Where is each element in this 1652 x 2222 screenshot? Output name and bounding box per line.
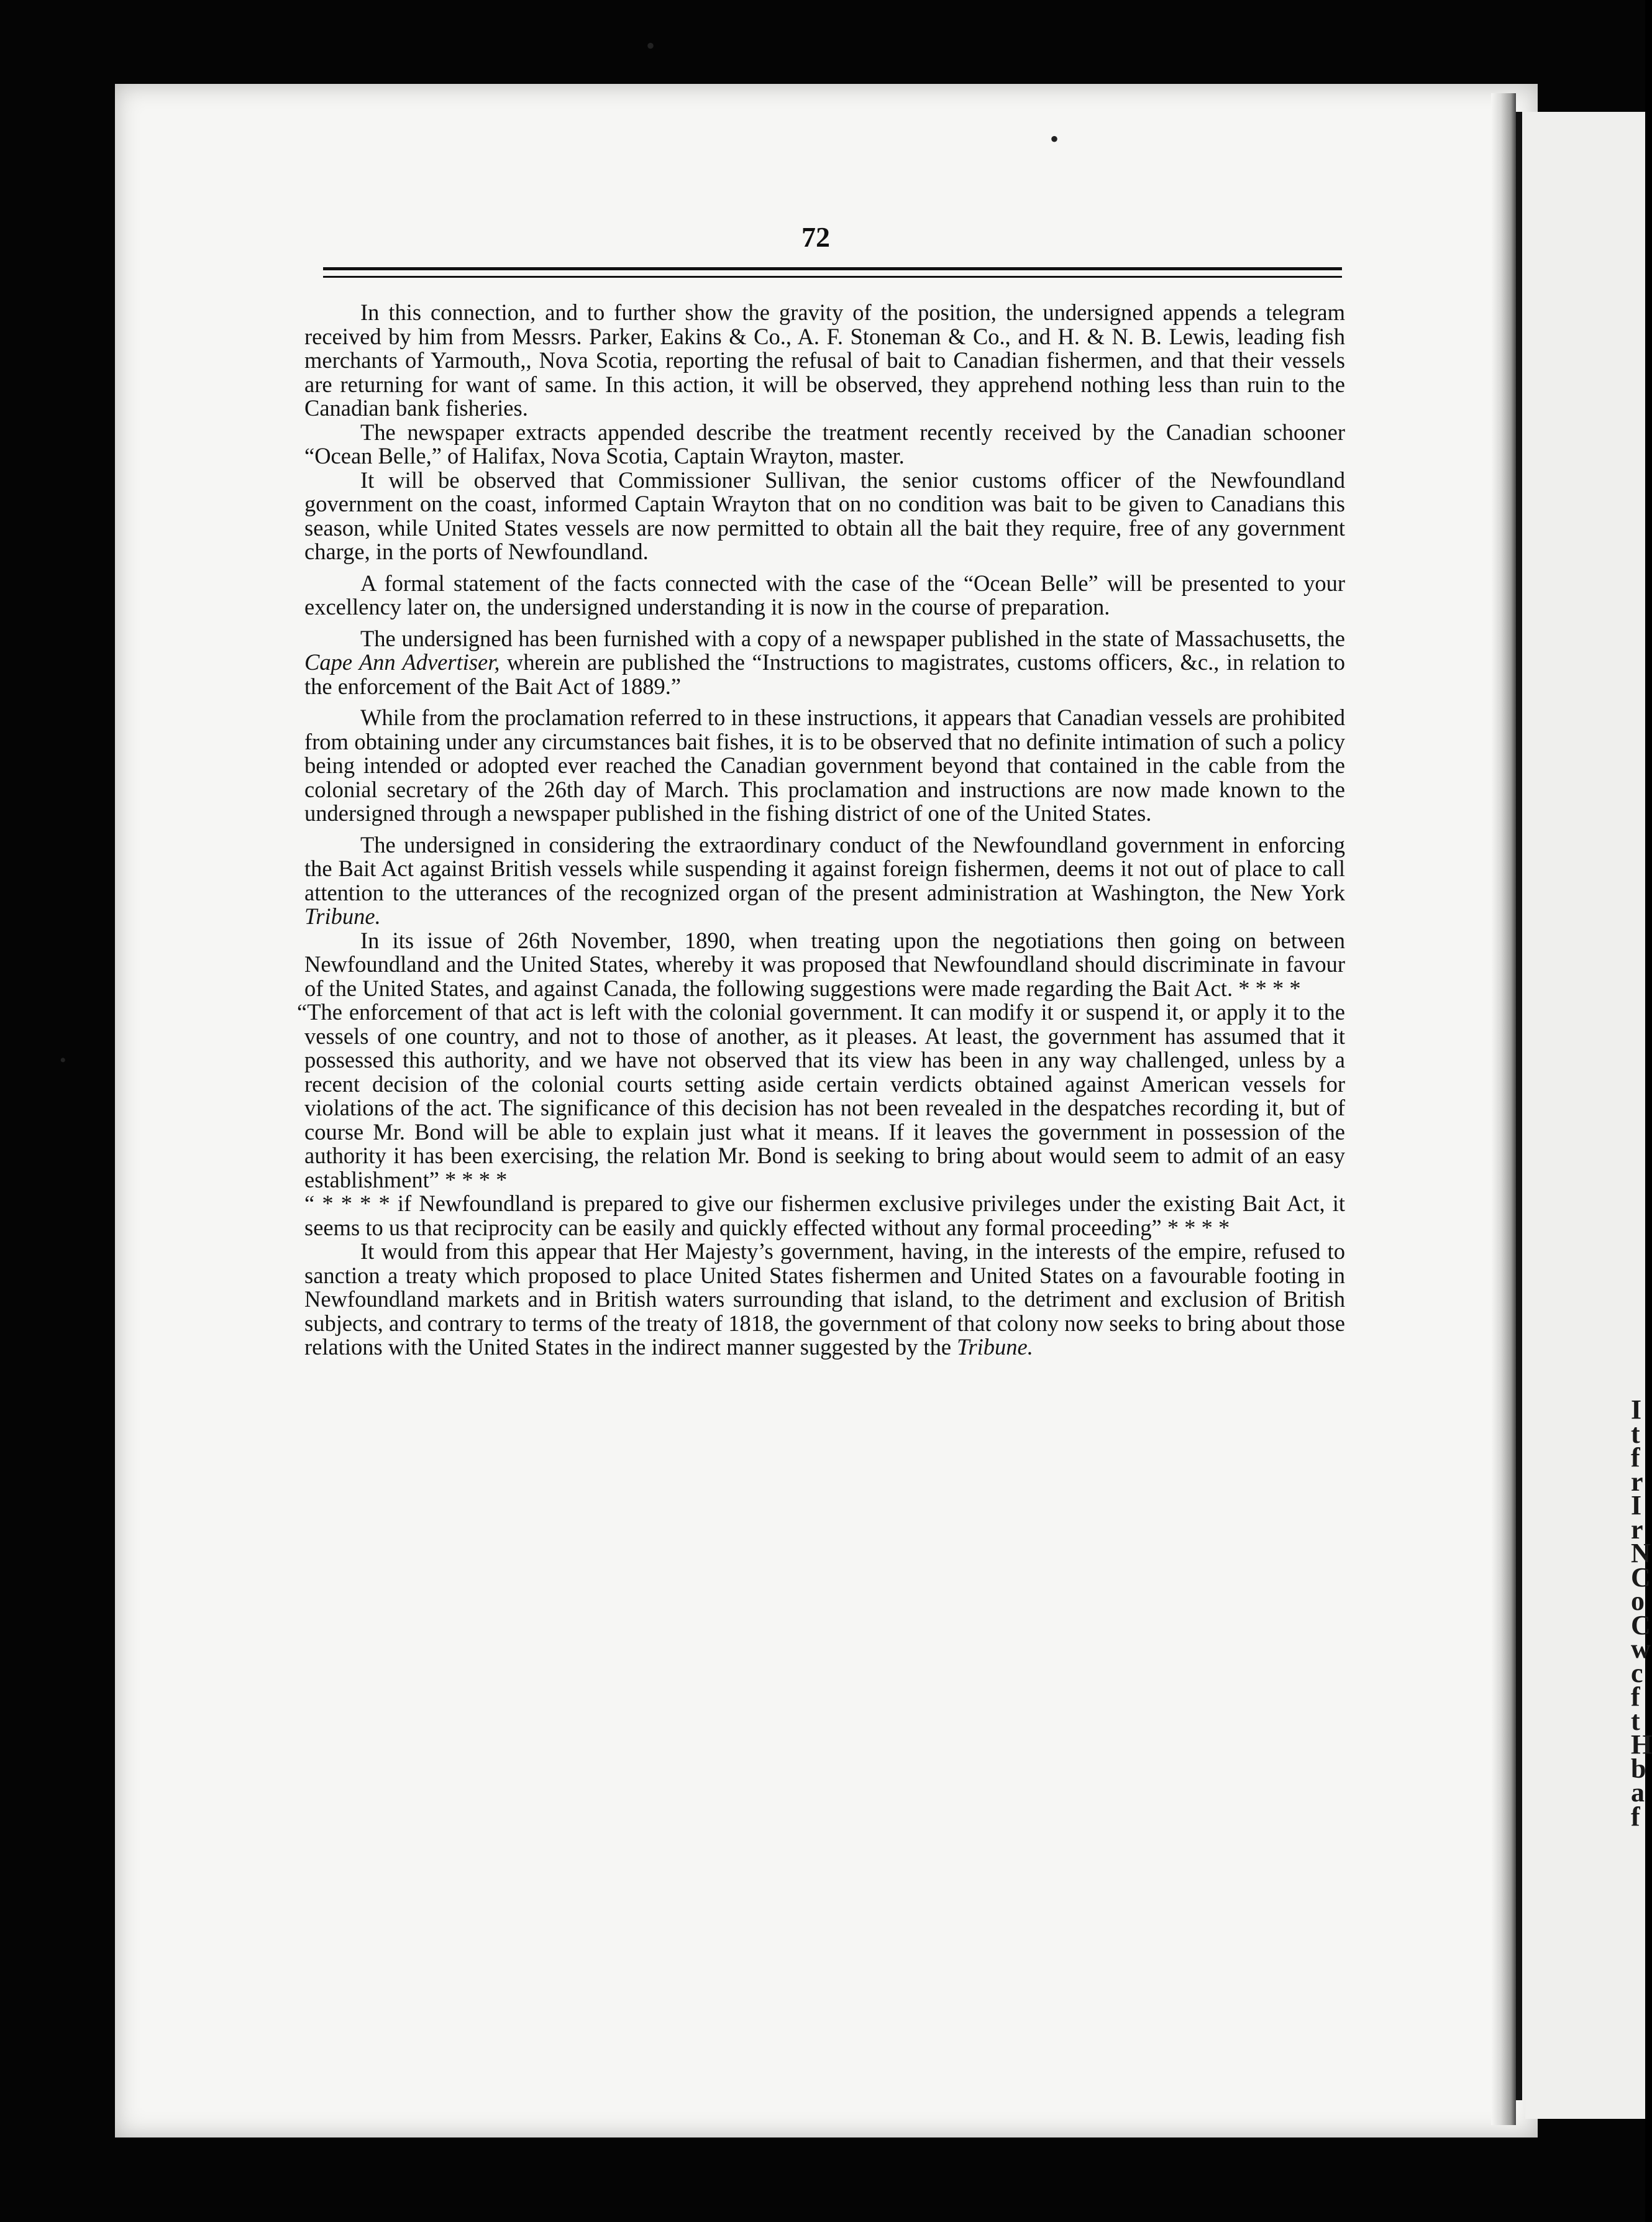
paragraph (304, 627, 1345, 699)
newspaper-title: Tribune. (304, 903, 381, 929)
page-number: 72 (801, 221, 830, 253)
paragraph-text: The undersigned in considering the extraordinary conduct of the Newfoundland government in enforcing the Bait Act against British vessels while suspending it against foreign fishermen, deems it not out of place to call attention to the utterances of the recognized organ of the present administration at Washington, the New York (304, 831, 1345, 905)
paragraph-text: In its issue of 26th November, 1890, when treating upon the negotiations then going on between Newfoundland and the United States, whereby it was proposed that Newfoundland should discriminate in favour of the United States, and against Canada, the following suggestions were made regarding the Bait Act. (304, 927, 1345, 1001)
newspaper-title: Cape Ann Advertiser, (304, 649, 500, 675)
header-rule-thin (323, 276, 1342, 278)
paragraph (304, 1240, 1345, 1360)
paragraph-text: It would from this appear that Her Majesty’s government, having, in the interests of the empire, refused to sanction a treaty which proposed to place United States fishermen and United States on a favourable footing in Newfoundland markets and in British waters surrounding that island, to the detriment and exclusion of British subjects, and contrary to terms of the treaty of 1818, the government of that colony now seeks to bring about those relations with the United States in the indirect manner suggested by the (304, 1238, 1345, 1360)
paragraph: A formal statement of the facts connected with the case of the “Ocean Belle” will be presented to your excellency later on, the undersigned understanding it is now in the course of preparation. (304, 570, 1345, 620)
open-quote: “ (304, 1191, 315, 1216)
paragraph (304, 833, 1345, 929)
paragraph-text: wherein are published the “Instructions to magistrates, customs officers, &c., in relation to the enforcement of the Bait Act of 1889.” (304, 649, 1345, 699)
paragraph-text: The undersigned has been furnished with a copy of a newspaper published in the state of Massachusetts, the (360, 625, 1345, 651)
newspaper-title: Tribune. (957, 1334, 1033, 1360)
scan-speck: • (60, 1050, 66, 1071)
ellipsis-stars: * * * * (322, 1191, 390, 1216)
paragraph: The newspaper extracts appended describe the treatment recently received by the Canadian schooner “Ocean Belle,” of Halifax, Nova Scotia, Captain Wrayton, master. (304, 419, 1345, 469)
quotation-text: “The enforcement of that act is left with the colonial government. It can modify it or suspend it, or apply it to the vessels of one country, and not to those of another, as it pleases. At least, the government has assumed that it possessed this authority, and we have not observed that its view has been in any way challenged, unless by a recent decision of the colonial courts setting aside certain verdicts obtained against American vessels for violations of the act. The significance of this decision has not been revealed in the despatches recording it, but of course Mr. Bond will be able to explain just what it means. If it leaves the government in possession of the authority it has been exercising, the relation Mr. Bond is seeking to bring about would seem to admit of an easy establishment” (297, 999, 1345, 1192)
facing-page-text: I t f r I r N C o C w c f t H b a f (1631, 1394, 1652, 1832)
quotation (304, 1192, 1345, 1240)
paragraph (304, 929, 1345, 1001)
quotation-text: if Newfoundland is prepared to give our fishermen exclusive privileges under the existing Bait Act, it seems to us that reciprocity can be easily and quickly effected without any formal proceeding” (304, 1191, 1346, 1240)
scan-speck: • (646, 32, 655, 60)
header-rule (323, 267, 1342, 270)
scan-speck: • (1050, 125, 1059, 153)
paragraph: While from the proclamation referred to in these instructions, it appears that Canadian vessels are prohibited from obtaining under any circumstances bait fishes, it is to be observed that no definite intimation of such a policy being intended or adopted ever reached the Canadian government beyond that contained in the cable from the colonial secretary of the 26th day of March. This proclamation and instructions are now made known to the undersigned through a newspaper published in the fishing district of one of the United States. (304, 705, 1345, 826)
ellipsis-stars: * * * * (1167, 1214, 1230, 1240)
ellipsis-stars: * * * * (1238, 975, 1301, 1001)
page-gutter (1491, 93, 1516, 2125)
paragraph: In this connection, and to further show the gravity of the position, the undersigned appends a telegram received by him from Messrs. Parker, Eakins & Co., A. F. Stoneman & Co., and H. & N. B. Lewis, leading fish merchants of Yarmouth,, Nova Scotia, reporting the refusal of bait to Canadian fishermen, and that their vessels are returning for want of same. In this action, it will be observed, they apprehend nothing less than ruin to the Canadian bank fisheries. (304, 299, 1345, 421)
ellipsis-stars: * * * * (445, 1166, 508, 1192)
quotation (297, 999, 1345, 1192)
book-spine (1516, 112, 1522, 2100)
facing-page (1525, 112, 1652, 2119)
page-body (297, 299, 1346, 1367)
paragraph: It will be observed that Commissioner Sullivan, the senior customs officer of the Newfoundland government on the coast, informed Captain Wrayton that on no condition was bait to be given to Canadians this season, while United States vessels are now permitted to obtain all the bait they require, free of any government charge, in the ports of Newfoundland. (304, 467, 1345, 564)
